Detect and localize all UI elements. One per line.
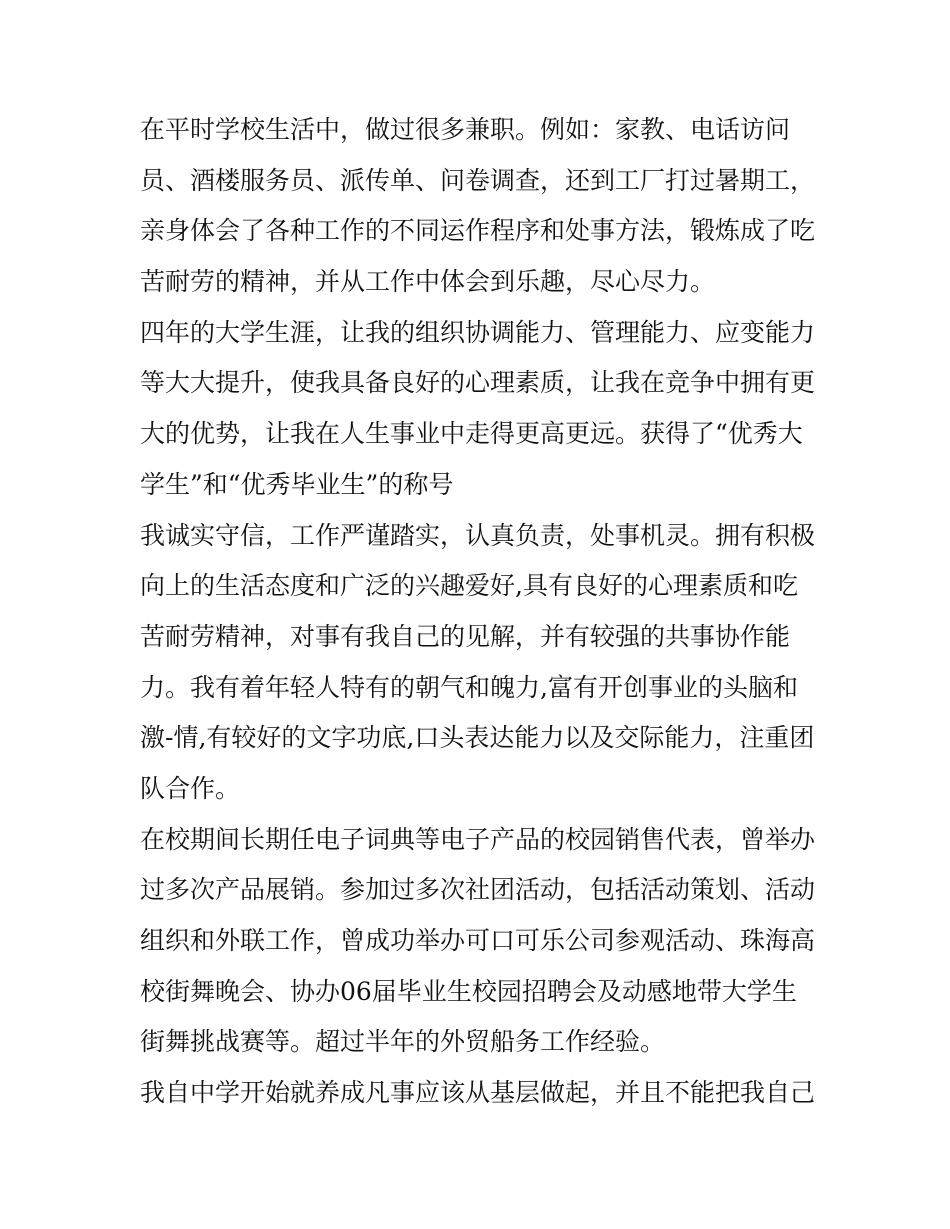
text-line: 在平时学校生活中，做过很多兼职。例如：家教、电话访问 [140,115,791,144]
text-line: 等大大提升，使我具备良好的心理素质，让我在竞争中拥有更 [140,368,816,398]
text-line: 四年的大学生涯，让我的组织协调能力、管理能力、应变能力 [140,317,816,347]
text-line: 街舞挑战赛等。超过半年的外贸船务工作经验。 [140,1027,666,1057]
text-line: 过多次产品展销。参加过多次社团活动，包括活动策划、活动 [140,875,816,905]
document-body [140,105,820,1119]
text-line: 员、酒楼服务员、派传单、问卷调查，还到工厂打过暑期工， [140,165,816,195]
text-line: 大的优势，让我在人生事业中走得更高更远。获得了“优秀大 [140,419,803,449]
text-line: 队合作。 [140,773,241,803]
text-line: 我自中学开始就养成凡事应该从基层做起，并且不能把我自己 [140,1078,816,1108]
text-line: 激-情,有较好的文字功底,口头表达能力以及交际能力，注重团 [140,723,815,753]
text-line: 我诚实守信，工作严谨踏实，认真负责，处事机灵。拥有积极 [140,520,816,550]
text-line: 力。我有着年轻人特有的朝气和魄力,富有开创事业的头脑和 [140,672,798,702]
text-line: 校街舞晚会、协办06届毕业生校园招聘会及动感地带大学生 [140,976,797,1006]
text-line: 组织和外联工作，曾成功举办可口可乐公司参观活动、珠海高 [140,926,816,955]
text-line: 苦耐劳精神，对事有我自己的见解，并有较强的共事协作能 [140,621,791,651]
text-line: 向上的生活态度和广泛的兴趣爱好,具有良好的心理素质和吃 [140,571,798,601]
text-line: 在校期间长期任电子词典等电子产品的校园销售代表，曾举办 [140,824,816,854]
text-line: 苦耐劳的精神，并从工作中体会到乐趣，尽心尽力。 [140,267,716,297]
text-line: 亲身体会了各种工作的不同运作程序和处事方法，锻炼成了吃 [140,216,816,246]
text-line: 学生”和“优秀毕业生”的称号 [140,469,454,499]
